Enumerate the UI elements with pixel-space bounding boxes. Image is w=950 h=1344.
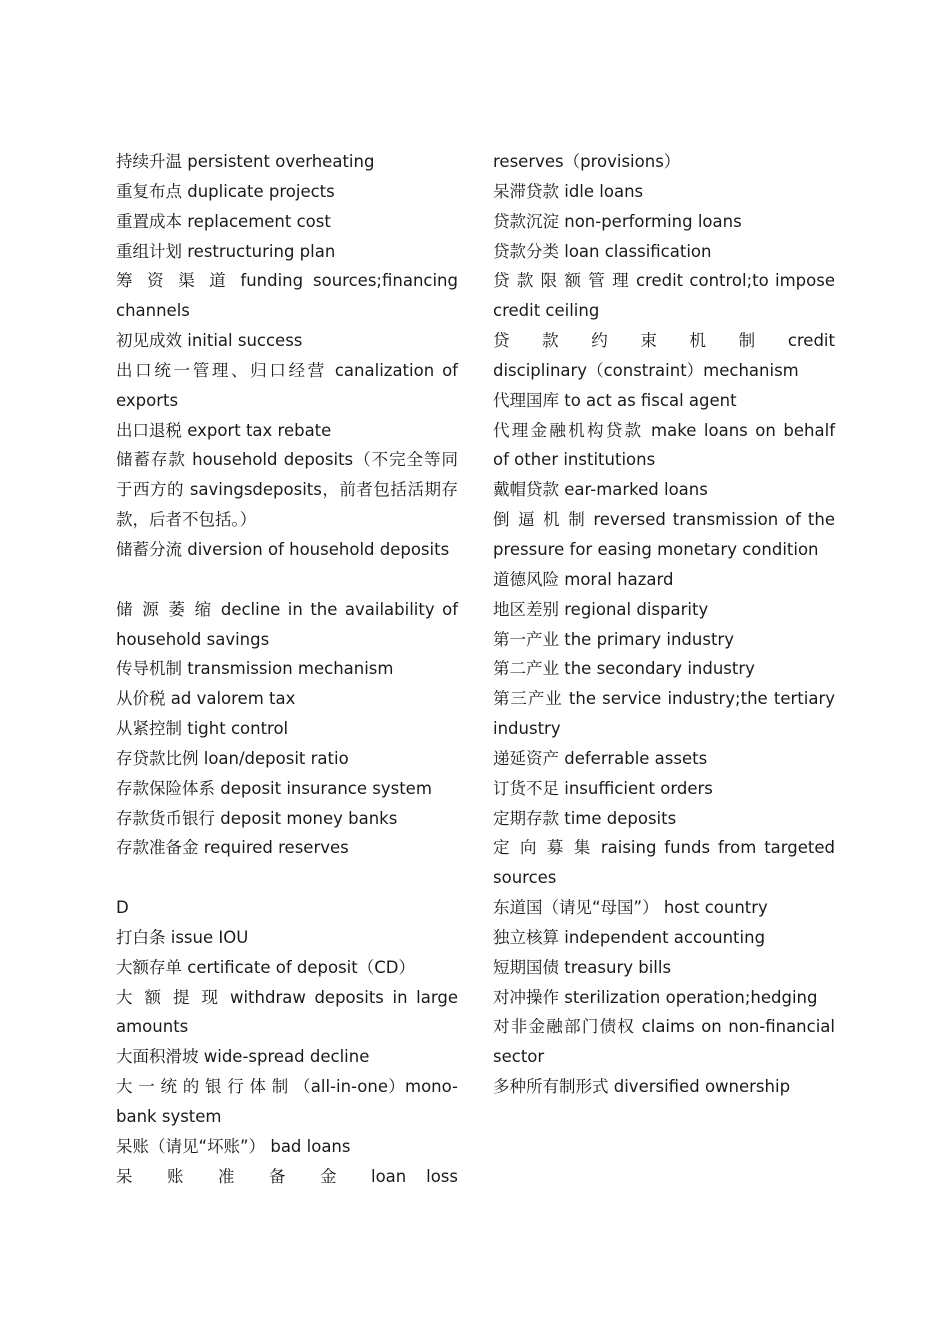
glossary-line: 代理金融机构贷款 make loans on behalf — [493, 420, 835, 440]
glossary-line: 对冲操作 sterilization operation;hedging — [493, 987, 818, 1007]
glossary-line: 第一产业 the primary industry — [493, 629, 734, 649]
glossary-line: industry — [493, 719, 561, 739]
glossary-line: household savings — [116, 629, 270, 649]
glossary-line: credit ceiling — [493, 301, 600, 321]
glossary-line: 地区差别 regional disparity — [493, 599, 709, 619]
glossary-line: 贷 款 约 束 机 制 credit — [493, 331, 835, 351]
glossary-line: 重置成本 replacement cost — [116, 211, 331, 231]
glossary-line: 东道国（请见“母国”） host country — [493, 898, 768, 918]
right-column — [493, 147, 835, 1102]
glossary-line: 呆滞贷款 idle loans — [493, 181, 644, 201]
glossary-line: 递延资产 deferrable assets — [493, 748, 708, 768]
glossary-line: 定 向 募 集 raising funds from targeted — [493, 838, 835, 858]
glossary-line: 存款保险体系 deposit insurance system — [116, 778, 432, 798]
glossary-line: 订货不足 insufficient orders — [493, 778, 713, 798]
glossary-line: 从紧控制 tight control — [116, 719, 289, 739]
glossary-line: 大 额 提 现 withdraw deposits in large — [116, 987, 458, 1007]
glossary-line: reserves（provisions） — [493, 152, 681, 171]
glossary-line: disciplinary（constraint）mechanism — [493, 360, 799, 380]
glossary-line: D — [116, 898, 129, 918]
glossary-line: 定期存款 time deposits — [493, 808, 677, 828]
glossary-line: 持续升温 persistent overheating — [116, 152, 375, 171]
glossary-line: 打白条 issue IOU — [116, 927, 249, 947]
glossary-line: 大面积滑坡 wide-spread decline — [116, 1047, 370, 1067]
glossary-line: 出口退税 export tax rebate — [116, 420, 332, 440]
glossary-line: 独立核算 independent accounting — [493, 927, 766, 947]
glossary-line — [116, 863, 458, 893]
glossary-line: 重复布点 duplicate projects — [116, 181, 335, 201]
glossary-line: 存贷款比例 loan/deposit ratio — [116, 748, 349, 768]
glossary-line: 大额存单 certificate of deposit（CD） — [116, 957, 415, 977]
glossary-line: 初见成效 initial success — [116, 331, 303, 351]
glossary-line: 倒 逼 机 制 reversed transmission of the — [493, 510, 835, 530]
glossary-line: 于西方的 savingsdeposits，前者包括活期存 — [116, 480, 458, 500]
glossary-line: sector — [493, 1047, 545, 1067]
glossary-line: 第三产业 the service industry;the tertiary — [493, 689, 835, 709]
glossary-line: 道德风险 moral hazard — [493, 569, 674, 589]
glossary-line: 呆账（请见“坏账”） bad loans — [116, 1136, 351, 1156]
glossary-line: 贷款沉淀 non-performing loans — [493, 211, 742, 231]
left-column — [116, 147, 458, 1192]
glossary-line: 重组计划 restructuring plan — [116, 241, 336, 261]
glossary-line: bank system — [116, 1107, 222, 1126]
glossary-line: of other institutions — [493, 450, 656, 470]
glossary-line — [116, 565, 458, 595]
glossary-line: 贷 款 限 额 管 理 credit control;to impose — [493, 271, 835, 291]
glossary-line: sources — [493, 868, 557, 888]
glossary-line: channels — [116, 301, 190, 321]
glossary-line: 筹 资 渠 道 funding sources;financing — [116, 271, 458, 291]
glossary-line: 款，后者不包括。） — [116, 510, 257, 530]
glossary-line: 短期国债 treasury bills — [493, 957, 672, 977]
glossary-line: 代理国库 to act as fiscal agent — [493, 390, 737, 410]
glossary-line: 储蓄分流 diversion of household deposits — [116, 539, 450, 559]
glossary-line: 存款货币银行 deposit money banks — [116, 808, 398, 828]
glossary-line: 戴帽贷款 ear-marked loans — [493, 480, 708, 500]
glossary-line: 贷款分类 loan classification — [493, 241, 712, 261]
glossary-line: 呆 账 准 备 金 loan loss — [116, 1166, 458, 1186]
glossary-line: 对非金融部门债权 claims on non-financial — [493, 1017, 835, 1037]
glossary-line: 从价税 ad valorem tax — [116, 689, 296, 709]
glossary-line: 第二产业 the secondary industry — [493, 659, 755, 679]
glossary-line: amounts — [116, 1017, 189, 1037]
glossary-line: 多种所有制形式 diversified ownership — [493, 1077, 791, 1097]
glossary-line: 储蓄存款 household deposits（不完全等同 — [116, 450, 458, 470]
glossary-line: 传导机制 transmission mechanism — [116, 659, 394, 679]
glossary-line: exports — [116, 390, 179, 410]
glossary-line: pressure for easing monetary condition — [493, 539, 819, 559]
glossary-line: 储 源 萎 缩 decline in the availability of — [116, 599, 458, 619]
glossary-line: 存款准备金 required reserves — [116, 838, 349, 858]
glossary-line: 出口统一管理、归口经营 canalization of — [116, 360, 458, 380]
glossary-line: 大 一 统 的 银 行 体 制 （all-in-one）mono- — [116, 1077, 458, 1097]
